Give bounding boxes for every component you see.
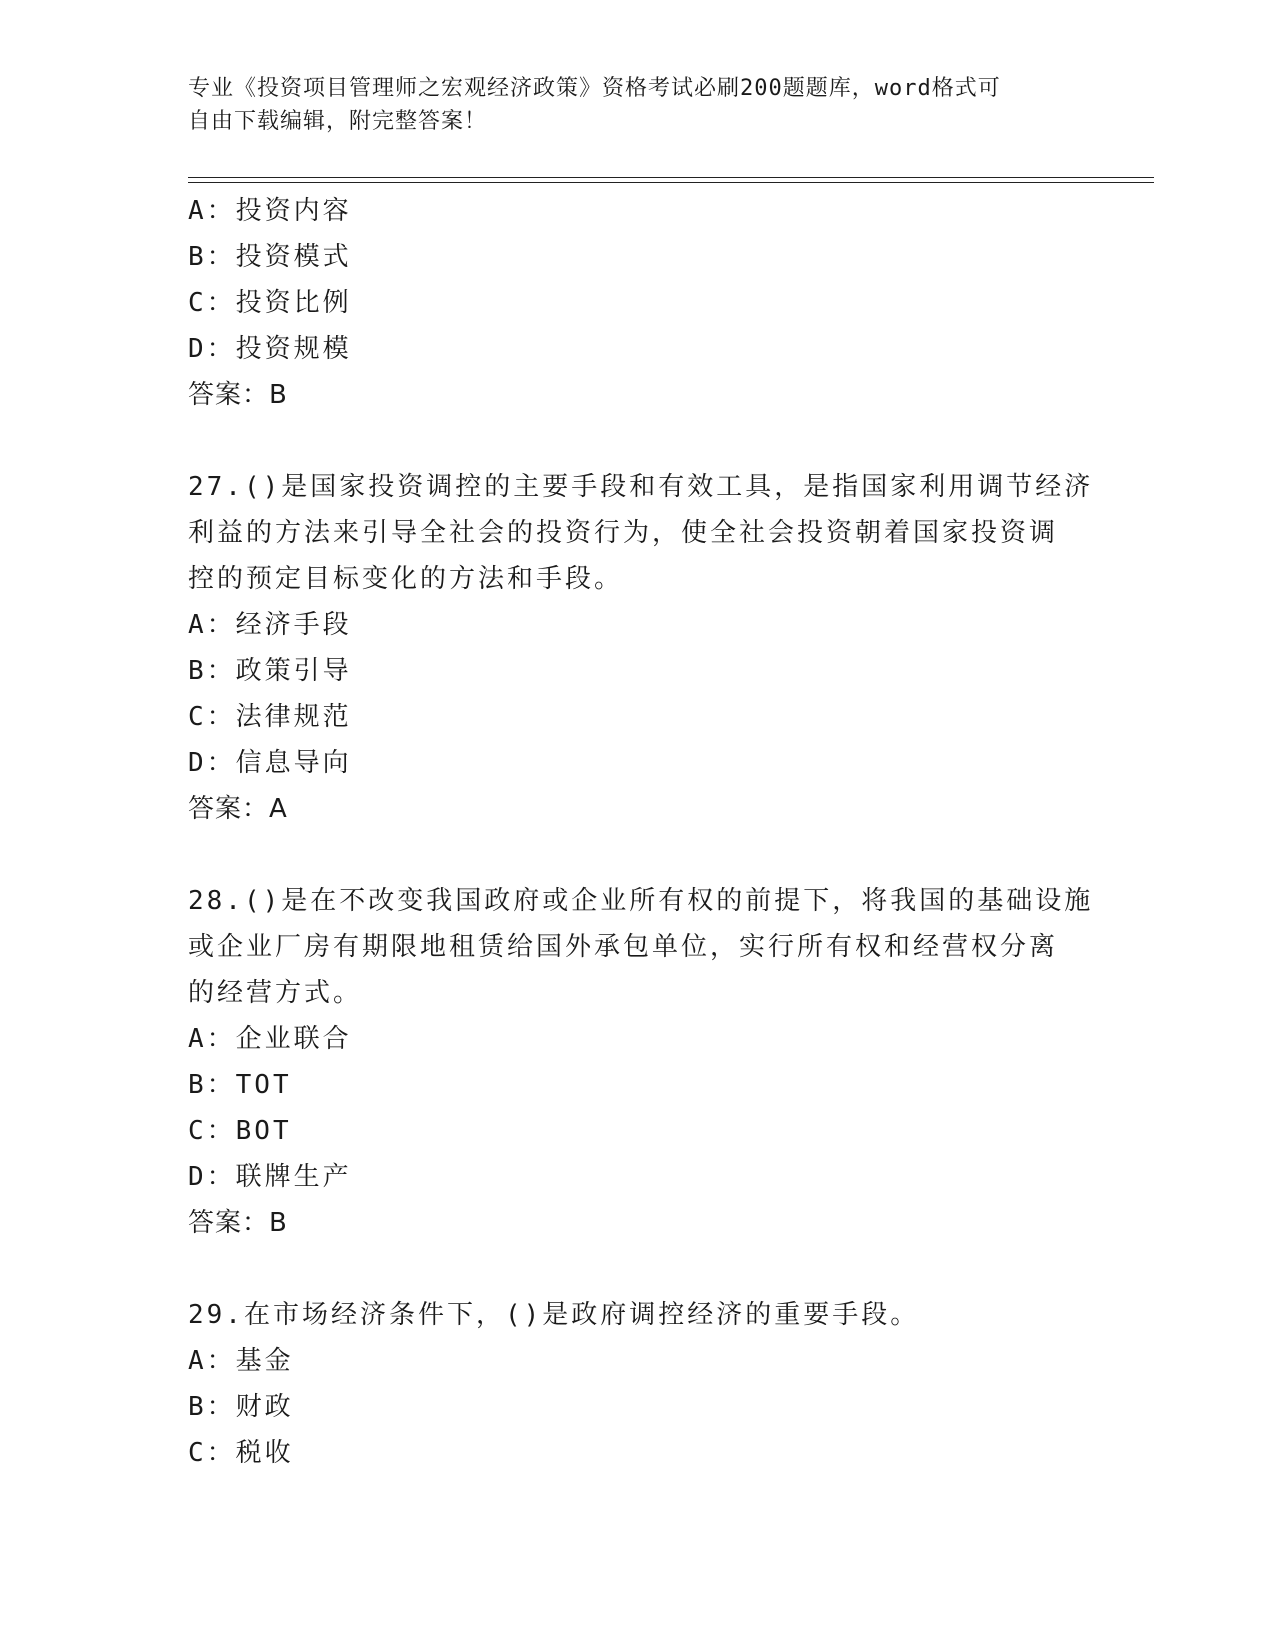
- question-stem-line: 控的预定目标变化的方法和手段。: [188, 564, 624, 594]
- option-b: B：投资模式: [188, 242, 352, 272]
- question-29: [188, 1292, 1088, 1476]
- header-divider-bottom: [188, 182, 1154, 183]
- question-28: [188, 878, 1094, 1246]
- option-d: D：信息导向: [188, 748, 352, 778]
- option-c: C：BOT: [188, 1116, 292, 1146]
- question-gap: [188, 1246, 1088, 1292]
- option-a: A：经济手段: [188, 610, 352, 640]
- option-b: B：财政: [188, 1392, 294, 1422]
- question-stem-line: 利益的方法来引导全社会的投资行为，使全社会投资朝着国家投资调: [188, 518, 1059, 548]
- answer-line: 答案：B: [188, 1208, 288, 1238]
- question-27: [188, 464, 1094, 832]
- option-d: D：联牌生产: [188, 1162, 352, 1192]
- option-a: A：投资内容: [188, 196, 352, 226]
- option-d: D：投资规模: [188, 334, 352, 364]
- question-stem-line: 29.在市场经济条件下，()是政府调控经济的重要手段。: [188, 1300, 920, 1330]
- question-26-continued: [188, 188, 1088, 418]
- header-line-1: 专业《投资项目管理师之宏观经济政策》资格考试必刷200题题库，word格式可: [188, 76, 1001, 101]
- option-c: C：投资比例: [188, 288, 352, 318]
- question-gap: [188, 832, 1088, 878]
- question-list: [188, 188, 1094, 1476]
- header-divider-top: [188, 177, 1154, 178]
- question-stem-line: 的经营方式。: [188, 978, 363, 1008]
- option-b: B：TOT: [188, 1070, 292, 1100]
- header-line-2: 自由下载编辑，附完整答案！: [188, 109, 488, 134]
- answer-line: 答案：A: [188, 794, 288, 824]
- question-stem-line: 28.()是在不改变我国政府或企业所有权的前提下，将我国的基础设施: [188, 886, 1094, 916]
- option-c: C：法律规范: [188, 702, 352, 732]
- question-stem-line: 27.()是国家投资调控的主要手段和有效工具，是指国家利用调节经济: [188, 472, 1094, 502]
- option-b: B：政策引导: [188, 656, 352, 686]
- answer-line: 答案：B: [188, 380, 288, 410]
- document-header: [188, 72, 1068, 138]
- option-c: C：税收: [188, 1438, 294, 1468]
- option-a: A：基金: [188, 1346, 294, 1376]
- option-a: A：企业联合: [188, 1024, 352, 1054]
- question-stem-line: 或企业厂房有期限地租赁给国外承包单位，实行所有权和经营权分离: [188, 932, 1059, 962]
- question-gap: [188, 418, 1088, 464]
